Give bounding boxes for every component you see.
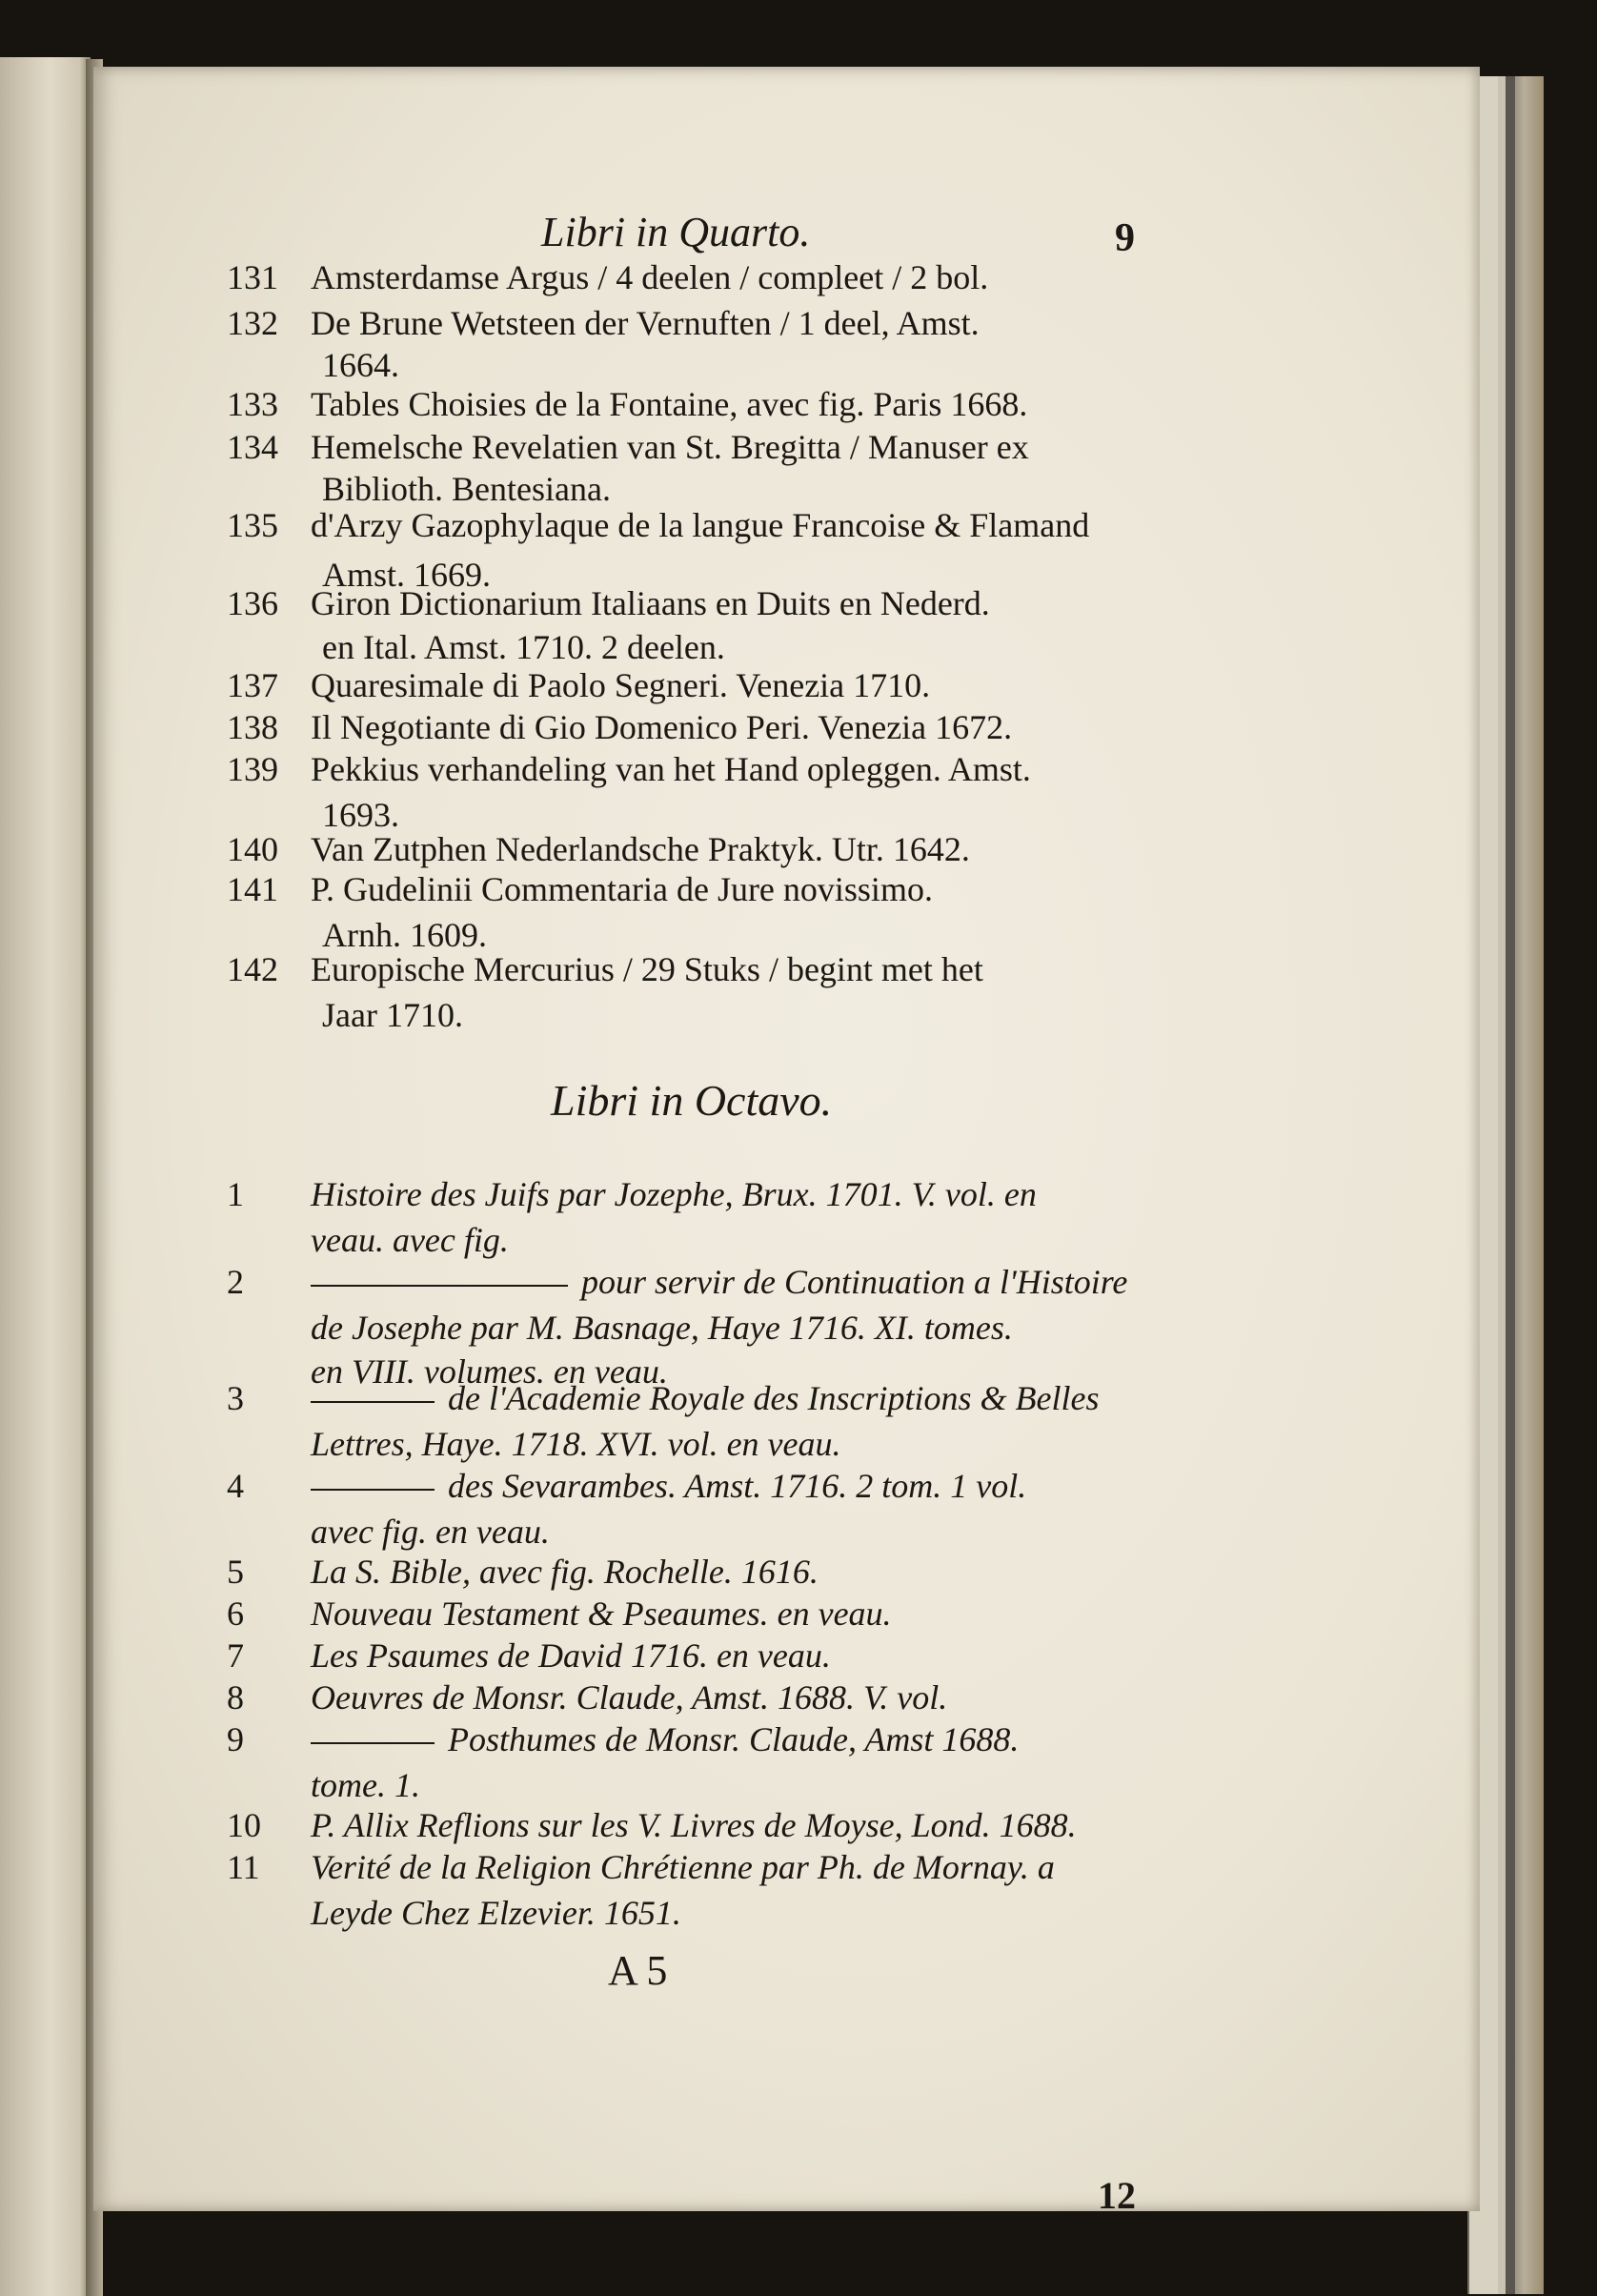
entry-number: 136 (227, 584, 278, 622)
entry-line (311, 1262, 1127, 1302)
entry-number: 138 (227, 708, 278, 746)
section-heading-octavo: Libri in Octavo. (551, 1076, 833, 1125)
entry-continuation: en Ital. Amst. 1710. 2 deelen. (322, 628, 725, 666)
entry-line: Europische Mercurius / 29 Stuks / begint met het (311, 950, 983, 988)
entry-number: 2 (227, 1263, 244, 1301)
entry-line: Quaresimale di Paolo Segneri. Venezia 1710. (311, 666, 931, 704)
ditto-dash (311, 1401, 435, 1403)
entry-number: 142 (227, 950, 278, 988)
entry-number: 135 (227, 506, 278, 544)
entry-number: 6 (227, 1595, 244, 1633)
entry-number: 5 (227, 1553, 244, 1591)
entry-number: 140 (227, 830, 278, 868)
ditto-dash (311, 1285, 568, 1287)
entry-number: 132 (227, 304, 278, 342)
entry-number: 134 (227, 428, 278, 466)
entry-number: 7 (227, 1636, 244, 1675)
entry-continuation: avec fig. en veau. (311, 1513, 550, 1551)
entry-line (311, 1466, 1026, 1506)
entry-number: 3 (227, 1379, 244, 1417)
entry-line: Van Zutphen Nederlandsche Praktyk. Utr. 1642. (311, 830, 970, 868)
entry-continuation: Lettres, Haye. 1718. XVI. vol. en veau. (311, 1425, 841, 1463)
entry-line: Giron Dictionarium Italiaans en Duits en Nederd. (311, 584, 990, 622)
entry-continuation: tome. 1. (311, 1766, 420, 1804)
entry-number: 8 (227, 1678, 244, 1717)
entry-text: des Sevarambes. Amst. 1716. 2 tom. 1 vol. (448, 1467, 1027, 1505)
entry-continuation: en VIII. volumes. en veau. (311, 1352, 668, 1391)
entry-line: De Brune Wetsteen der Vernuften / 1 deel, Amst. (311, 304, 980, 342)
ditto-dash (311, 1742, 435, 1744)
entry-line: Les Psaumes de David 1716. en veau. (311, 1636, 831, 1675)
entry-line: La S. Bible, avec fig. Rochelle. 1616. (311, 1553, 819, 1591)
entry-line: Verité de la Religion Chrétienne par Ph. de Mornay. a (311, 1848, 1055, 1886)
entry-line (311, 1719, 1019, 1759)
entry-text: Posthumes de Monsr. Claude, Amst 1688. (448, 1720, 1020, 1758)
entry-number: 10 (227, 1806, 261, 1844)
entry-line: d'Arzy Gazophylaque de la langue Francoise & Flamand (311, 506, 1090, 544)
entry-line: Amsterdamse Argus / 4 deelen / compleet / 2 bol. (311, 258, 989, 296)
entry-text: de l'Academie Royale des Inscriptions & Belles (448, 1379, 1100, 1417)
entry-number: 131 (227, 258, 278, 296)
entry-number: 1 (227, 1175, 244, 1213)
entry-number: 11 (227, 1848, 260, 1886)
entry-number: 4 (227, 1467, 244, 1505)
entry-number: 137 (227, 666, 278, 704)
entry-continuation: 1664. (322, 346, 399, 384)
entry-line: P. Gudelinii Commentaria de Jure novissimo. (311, 870, 933, 908)
entry-line (311, 1378, 1100, 1418)
entry-continuation: Jaar 1710. (322, 996, 463, 1034)
ditto-dash (311, 1489, 435, 1491)
entry-line: Pekkius verhandeling van het Hand opleggen. Amst. (311, 750, 1031, 788)
entry-continuation: 1693. (322, 796, 399, 834)
entry-text: pour servir de Continuation a l'Histoire (581, 1263, 1128, 1301)
entry-number: 141 (227, 870, 278, 908)
page-number: 9 (1115, 216, 1135, 260)
entry-line: Oeuvres de Monsr. Claude, Amst. 1688. V. vol. (311, 1678, 948, 1717)
entry-number: 139 (227, 750, 278, 788)
entry-line: Nouveau Testament & Pseaumes. en veau. (311, 1595, 892, 1633)
page-heading: Libri in Quarto. (541, 209, 811, 255)
entry-continuation: Leyde Chez Elzevier. 1651. (311, 1894, 681, 1932)
entry-continuation: Amst. 1669. (322, 556, 492, 594)
entry-line: Hemelsche Revelatien van St. Bregitta / Manuser ex (311, 428, 1029, 466)
entry-number: 9 (227, 1720, 244, 1758)
entry-line: Histoire des Juifs par Jozephe, Brux. 1701. V. vol. en (311, 1175, 1037, 1213)
signature-mark: A 5 (608, 1947, 668, 1994)
entry-line: P. Allix Reflions sur les V. Livres de Moyse, Lond. 1688. (311, 1806, 1077, 1844)
entry-line: Il Negotiante di Gio Domenico Peri. Venezia 1672. (311, 708, 1013, 746)
entry-continuation: Biblioth. Bentesiana. (322, 470, 611, 508)
entry-line: Tables Choisies de la Fontaine, avec fig. Paris 1668. (311, 385, 1028, 423)
entry-continuation: veau. avec fig. (311, 1221, 509, 1259)
entry-continuation: de Josephe par M. Basnage, Haye 1716. XI. tomes. (311, 1309, 1013, 1347)
entry-number: 133 (227, 385, 278, 423)
entry-continuation: Arnh. 1609. (322, 916, 487, 954)
left-page-edge (0, 57, 91, 2296)
catchword: 12 (1098, 2174, 1136, 2217)
